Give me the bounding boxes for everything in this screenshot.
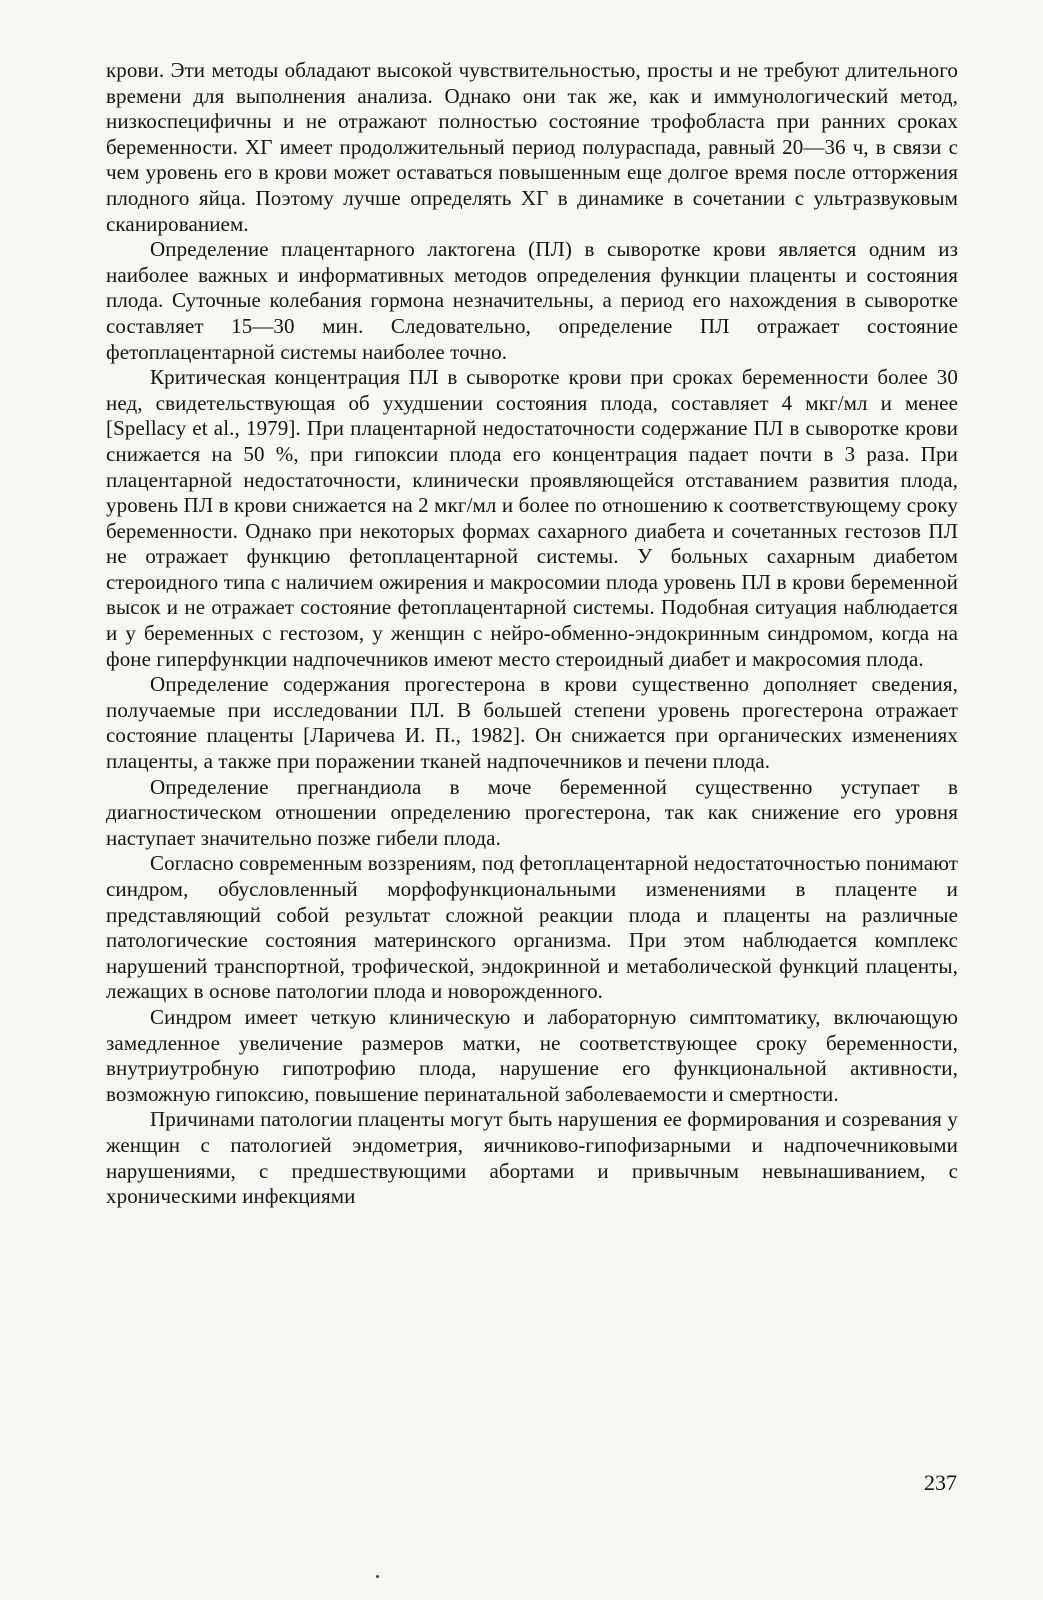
paragraph-8: Причинами патологии плаценты могут быть нарушения ее формирования и созревания у женщин с патологией эндометрия, яичниково-гипофизарными и надпочечниковыми нарушениями, с предшествующими абортами и привычным невынашиванием, с хроническими инфекциями <box>106 1107 958 1209</box>
page-body <box>106 58 958 1210</box>
paragraph-7: Синдром имеет четкую клиническую и лабораторную симптоматику, включающую замедленное увеличение размеров матки, не соответствующее сроку беременности, внутриутробную гипотрофию плода, нарушение его функциональной активности, возможную гипоксию, повышение перинатальной заболеваемости и смертности. <box>106 1004 958 1106</box>
paragraph-3: Критическая концентрация ПЛ в сыворотке крови при сроках беременности более 30 нед, свидетельствующая об ухудшении состояния плода, составляет 4 мкг/мл и менее [Spellacy et al., 1979]. При плацентарной недостаточности содержание ПЛ в сыворотке крови снижается на 50 %, при гипоксии плода его концентрация падает почти в 3 раза. При плацентарной недостаточности, клинически проявляющейся отставанием развития плода, уровень ПЛ в крови снижается на 2 мкг/мл и более по отношению к соответствующему сроку беременности. Однако при некоторых формах сахарного диабета и сочетанных гестозов ПЛ не отражает функцию фетоплацентарной системы. У больных сахарным диабетом стероидного типа с наличием ожирения и макросомии плода уровень ПЛ в крови беременной высок и не отражает состояние фетоплацентарной системы. Подобная ситуация наблюдается и у беременных с гестозом, у женщин с нейро-обменно-эндокринным синдромом, когда на фоне гиперфункции надпочечников имеют место стероидный диабет и макросомия плода. <box>106 365 958 671</box>
paragraph-1: крови. Эти методы обладают высокой чувствительностью, просты и не требуют длительного времени для выполнения анализа. Однако они так же, как и иммунологический метод, низкоспецифичны и не отражают полностью состояние трофобласта при ранних сроках беременности. ХГ имеет продолжительный период полураспада, равный 20—36 ч, в связи с чем уровень его в крови может оставаться повышенным еще долгое время после отторжения плодного яйца. Поэтому лучше определять ХГ в динамике в сочетании с ультразвуковым сканированием. <box>106 58 958 236</box>
paragraph-6: Согласно современным воззрениям, под фетоплацентарной недостаточностью понимают синдром, обусловленный морфофункциональными изменениями в плаценте и представляющий собой результат сложной реакции плода и плаценты на различные патологические состояния материнского организма. При этом наблюдается комплекс нарушений транспортной, трофической, эндокринной и метаболической функций плаценты, лежащих в основе патологии плода и новорожденного. <box>106 851 958 1004</box>
paragraph-5: Определение прегнандиола в моче беременной существенно уступает в диагностическом отношении определению прогестерона, так как снижение его уровня наступает значительно позже гибели плода. <box>106 774 958 850</box>
paragraph-2: Определение плацентарного лактогена (ПЛ) в сыворотке крови является одним из наиболее важных и информативных методов определения функции плаценты и состояния плода. Суточные колебания гормона незначительны, а период его нахождения в сыворотке составляет 15—30 мин. Следовательно, определение ПЛ отражает состояние фетоплацентарной системы наиболее точно. <box>106 237 958 364</box>
paragraph-4: Определение содержания прогестерона в крови существенно дополняет сведения, получаемые при исследовании ПЛ. В большей степени уровень прогестерона отражает состояние плаценты [Ларичева И. П., 1982]. Он снижается при органических изменениях плаценты, а также при поражении тканей надпочечников и печени плода. <box>106 672 958 774</box>
print-speck <box>376 1575 379 1578</box>
page-number: 237 <box>924 1470 957 1495</box>
